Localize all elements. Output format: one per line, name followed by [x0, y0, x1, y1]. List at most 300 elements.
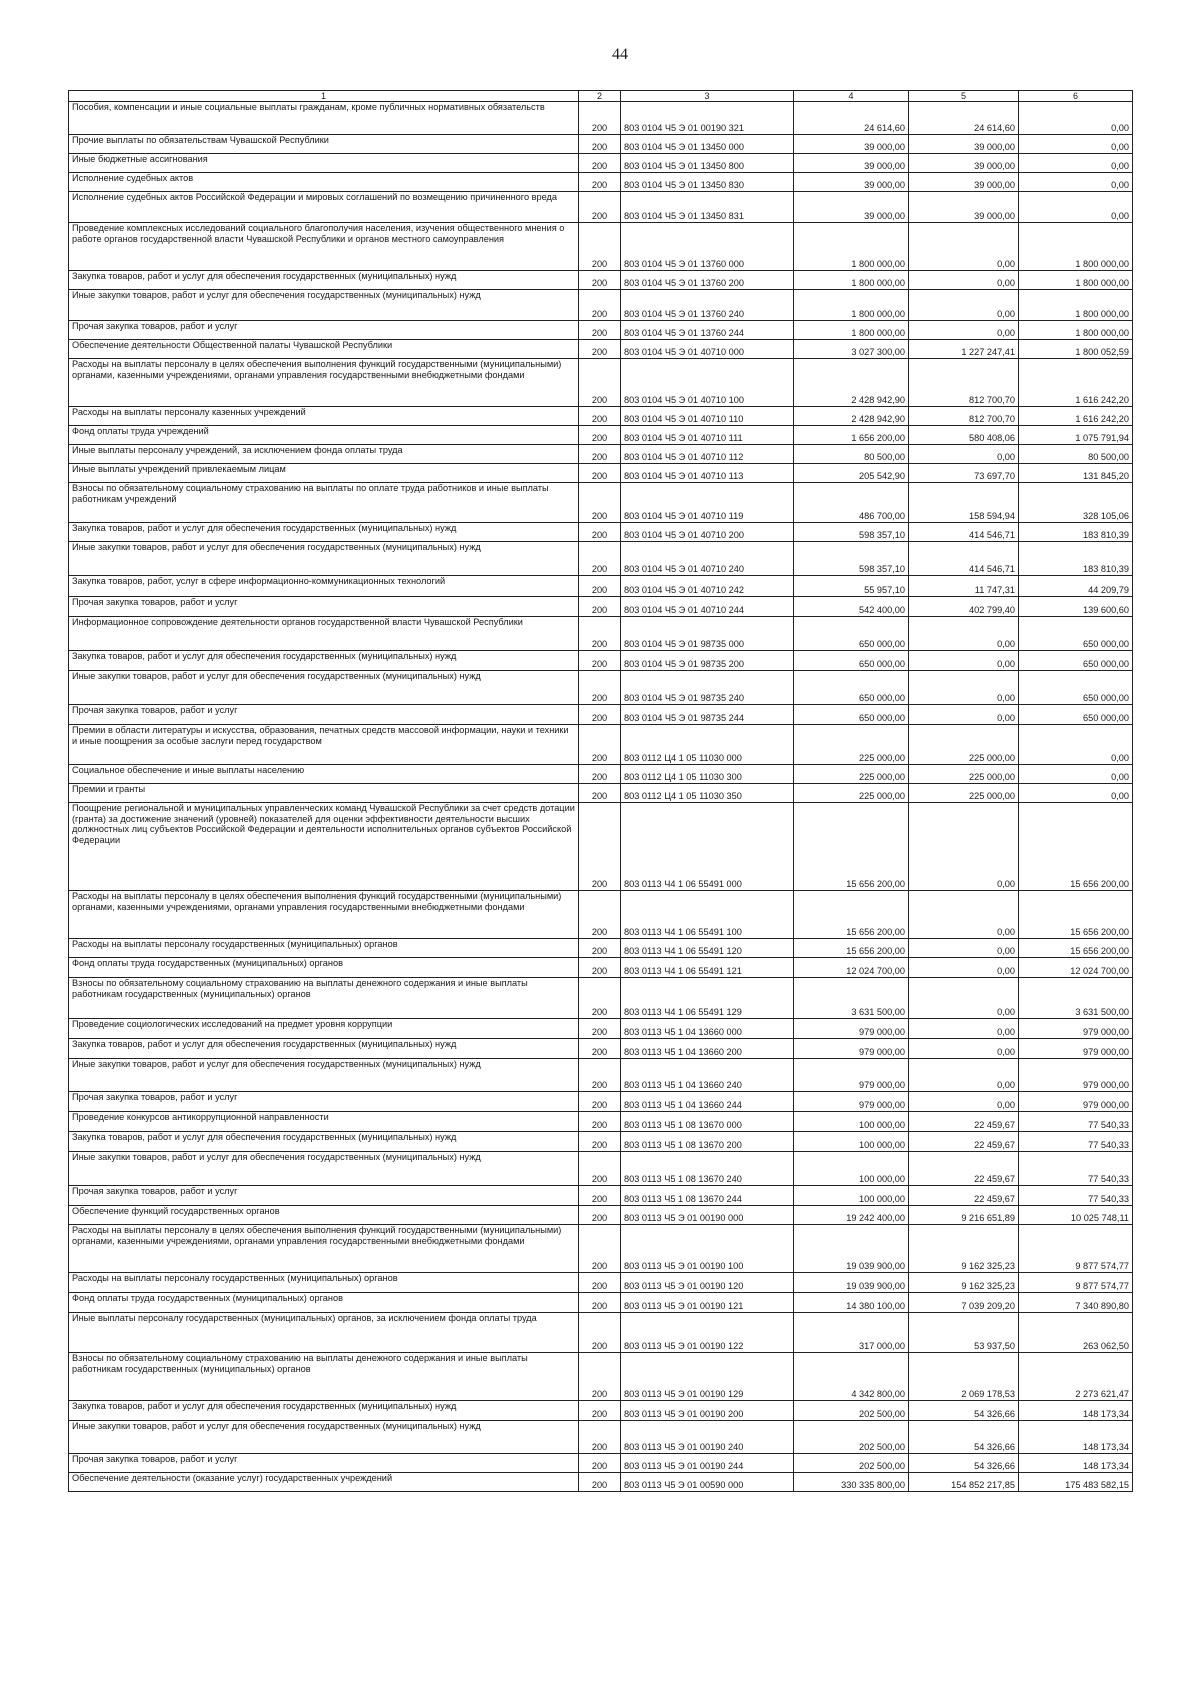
column-2-value: 200 [579, 784, 621, 803]
classification-code: 803 0113 Ч5 Э 01 00190 244 [621, 1454, 794, 1473]
classification-code: 803 0104 Ч5 Э 01 98735 200 [621, 651, 794, 671]
line-item-name: Закупка товаров, работ и услуг для обеспечения государственных (муниципальных) нужд [69, 1132, 579, 1152]
amount-col-4: 205 542,90 [794, 464, 909, 483]
column-2-value: 200 [579, 483, 621, 523]
column-2-value: 200 [579, 1132, 621, 1152]
column-2-value: 200 [579, 1112, 621, 1132]
table-row [69, 705, 1133, 725]
amount-col-5: 9 162 325,23 [909, 1273, 1019, 1293]
amount-col-4: 979 000,00 [794, 1059, 909, 1092]
column-2-value: 200 [579, 705, 621, 725]
amount-col-6: 979 000,00 [1019, 1092, 1133, 1112]
amount-col-5: 0,00 [909, 290, 1019, 321]
line-item-name: Премии и гранты [69, 784, 579, 803]
amount-col-4: 1 800 000,00 [794, 321, 909, 340]
amount-col-5: 812 700,70 [909, 407, 1019, 426]
amount-col-6: 1 800 000,00 [1019, 290, 1133, 321]
classification-code: 803 0104 Ч5 Э 01 13760 244 [621, 321, 794, 340]
amount-col-6: 148 173,34 [1019, 1454, 1133, 1473]
classification-code: 803 0104 Ч5 Э 01 40710 000 [621, 340, 794, 359]
amount-col-4: 1 800 000,00 [794, 290, 909, 321]
amount-col-6: 0,00 [1019, 135, 1133, 154]
column-2-value: 200 [579, 1454, 621, 1473]
amount-col-6: 77 540,33 [1019, 1152, 1133, 1186]
amount-col-5: 812 700,70 [909, 359, 1019, 407]
table-row [69, 651, 1133, 671]
column-number: 3 [621, 91, 794, 102]
table-row [69, 671, 1133, 705]
table-row [69, 1353, 1133, 1401]
column-number: 4 [794, 91, 909, 102]
amount-col-6: 131 845,20 [1019, 464, 1133, 483]
classification-code: 803 0104 Ч5 Э 01 98735 240 [621, 671, 794, 705]
amount-col-4: 979 000,00 [794, 1019, 909, 1039]
line-item-name: Иные закупки товаров, работ и услуг для обеспечения государственных (муниципальных) нужд [69, 1059, 579, 1092]
amount-col-6: 77 540,33 [1019, 1112, 1133, 1132]
amount-col-4: 650 000,00 [794, 651, 909, 671]
amount-col-5: 39 000,00 [909, 173, 1019, 192]
column-2-value: 200 [579, 321, 621, 340]
classification-code: 803 0113 Ч5 1 04 13660 200 [621, 1039, 794, 1059]
classification-code: 803 0113 Ч5 1 04 13660 000 [621, 1019, 794, 1039]
amount-col-6: 1 800 052,59 [1019, 340, 1133, 359]
line-item-name: Прочая закупка товаров, работ и услуг [69, 1186, 579, 1206]
line-item-name: Взносы по обязательному социальному страхованию на выплаты денежного содержания и иные выплаты работникам государственных (муниципальных) органов [69, 978, 579, 1019]
line-item-name: Пособия, компенсации и иные социальные выплаты гражданам, кроме публичных нормативных обязательств [69, 102, 579, 135]
amount-col-6: 650 000,00 [1019, 705, 1133, 725]
table-row [69, 426, 1133, 445]
line-item-name: Проведение комплексных исследований социального благополучия населения, изучения общественного мнения о работе органов государственной власти Чувашской Республики и органов местного самоуправления [69, 223, 579, 271]
line-item-name: Исполнение судебных актов [69, 173, 579, 192]
amount-col-6: 0,00 [1019, 173, 1133, 192]
amount-col-5: 158 594,94 [909, 483, 1019, 523]
amount-col-5: 225 000,00 [909, 784, 1019, 803]
line-item-name: Фонд оплаты труда государственных (муниципальных) органов [69, 958, 579, 978]
table-row [69, 483, 1133, 523]
amount-col-6: 77 540,33 [1019, 1132, 1133, 1152]
classification-code: 803 0113 Ч5 Э 01 00190 000 [621, 1206, 794, 1225]
amount-col-5: 0,00 [909, 705, 1019, 725]
classification-code: 803 0113 Ч4 1 06 55491 120 [621, 939, 794, 958]
classification-code: 803 0113 Ч5 Э 01 00590 000 [621, 1473, 794, 1492]
column-2-value: 200 [579, 1473, 621, 1492]
amount-col-5: 0,00 [909, 321, 1019, 340]
classification-code: 803 0104 Ч5 Э 01 13450 831 [621, 192, 794, 223]
amount-col-5: 0,00 [909, 271, 1019, 290]
classification-code: 803 0104 Ч5 Э 01 13450 000 [621, 135, 794, 154]
amount-col-6: 2 273 621,47 [1019, 1353, 1133, 1401]
table-row [69, 154, 1133, 173]
column-2-value: 200 [579, 407, 621, 426]
column-2-value: 200 [579, 1421, 621, 1454]
amount-col-5: 0,00 [909, 671, 1019, 705]
amount-col-6: 0,00 [1019, 192, 1133, 223]
amount-col-6: 0,00 [1019, 102, 1133, 135]
table-row [69, 542, 1133, 576]
amount-col-5: 22 459,67 [909, 1186, 1019, 1206]
classification-code: 803 0104 Ч5 Э 01 40710 113 [621, 464, 794, 483]
classification-code: 803 0113 Ч4 1 06 55491 000 [621, 803, 794, 891]
column-2-value: 200 [579, 1019, 621, 1039]
table-row [69, 958, 1133, 978]
table-row [69, 135, 1133, 154]
column-2-value: 200 [579, 1186, 621, 1206]
amount-col-6: 0,00 [1019, 154, 1133, 173]
amount-col-6: 263 062,50 [1019, 1313, 1133, 1353]
amount-col-5: 9 216 651,89 [909, 1206, 1019, 1225]
column-2-value: 200 [579, 359, 621, 407]
classification-code: 803 0104 Ч5 Э 01 13450 800 [621, 154, 794, 173]
column-2-value: 200 [579, 1059, 621, 1092]
line-item-name: Взносы по обязательному социальному страхованию на выплаты по оплате труда работников и иные выплаты работникам учреждений [69, 483, 579, 523]
classification-code: 803 0112 Ц4 1 05 11030 000 [621, 725, 794, 765]
amount-col-4: 650 000,00 [794, 705, 909, 725]
amount-col-5: 54 326,66 [909, 1401, 1019, 1421]
column-2-value: 200 [579, 1353, 621, 1401]
classification-code: 803 0113 Ч4 1 06 55491 121 [621, 958, 794, 978]
amount-col-4: 330 335 800,00 [794, 1473, 909, 1492]
classification-code: 803 0113 Ч5 Э 01 00190 121 [621, 1293, 794, 1313]
amount-col-6: 650 000,00 [1019, 651, 1133, 671]
amount-col-5: 9 162 325,23 [909, 1225, 1019, 1273]
classification-code: 803 0113 Ч5 Э 01 00190 240 [621, 1421, 794, 1454]
classification-code: 803 0113 Ч5 Э 01 00190 129 [621, 1353, 794, 1401]
table-body [69, 102, 1133, 1492]
table-row [69, 340, 1133, 359]
amount-col-5: 2 069 178,53 [909, 1353, 1019, 1401]
column-2-value: 200 [579, 1225, 621, 1273]
table-row [69, 784, 1133, 803]
line-item-name: Расходы на выплаты персоналу в целях обеспечения выполнения функций государственными (муниципальными) органами, казенными учреждениями, органами управления государственными внебюджетными фондами [69, 1225, 579, 1273]
amount-col-4: 24 614,60 [794, 102, 909, 135]
classification-code: 803 0104 Ч5 Э 01 13760 240 [621, 290, 794, 321]
column-2-value: 200 [579, 523, 621, 542]
column-2-value: 200 [579, 803, 621, 891]
column-2-value: 200 [579, 1092, 621, 1112]
column-number-row [69, 91, 1133, 102]
column-2-value: 200 [579, 192, 621, 223]
table-row [69, 978, 1133, 1019]
table-row [69, 1019, 1133, 1039]
table-row [69, 464, 1133, 483]
classification-code: 803 0113 Ч5 1 04 13660 244 [621, 1092, 794, 1112]
column-2-value: 200 [579, 671, 621, 705]
classification-code: 803 0113 Ч5 Э 01 00190 122 [621, 1313, 794, 1353]
line-item-name: Расходы на выплаты персоналу государственных (муниципальных) органов [69, 939, 579, 958]
amount-col-4: 100 000,00 [794, 1132, 909, 1152]
amount-col-6: 80 500,00 [1019, 445, 1133, 464]
classification-code: 803 0104 Ч5 Э 01 40710 242 [621, 576, 794, 597]
line-item-name: Прочая закупка товаров, работ и услуг [69, 321, 579, 340]
column-2-value: 200 [579, 464, 621, 483]
line-item-name: Расходы на выплаты персоналу казенных учреждений [69, 407, 579, 426]
amount-col-6: 9 877 574,77 [1019, 1273, 1133, 1293]
amount-col-5: 7 039 209,20 [909, 1293, 1019, 1313]
amount-col-4: 202 500,00 [794, 1401, 909, 1421]
line-item-name: Иные закупки товаров, работ и услуг для обеспечения государственных (муниципальных) нужд [69, 671, 579, 705]
amount-col-6: 148 173,34 [1019, 1401, 1133, 1421]
line-item-name: Закупка товаров, работ и услуг для обеспечения государственных (муниципальных) нужд [69, 1401, 579, 1421]
classification-code: 803 0104 Ч5 Э 01 40710 112 [621, 445, 794, 464]
amount-col-5: 39 000,00 [909, 154, 1019, 173]
column-2-value: 200 [579, 1206, 621, 1225]
amount-col-6: 979 000,00 [1019, 1059, 1133, 1092]
table-row [69, 1152, 1133, 1186]
amount-col-4: 979 000,00 [794, 1092, 909, 1112]
amount-col-6: 44 209,79 [1019, 576, 1133, 597]
column-2-value: 200 [579, 173, 621, 192]
amount-col-5: 0,00 [909, 1019, 1019, 1039]
amount-col-5: 22 459,67 [909, 1132, 1019, 1152]
line-item-name: Иные закупки товаров, работ и услуг для обеспечения государственных (муниципальных) нужд [69, 290, 579, 321]
amount-col-4: 100 000,00 [794, 1112, 909, 1132]
line-item-name: Закупка товаров, работ и услуг для обеспечения государственных (муниципальных) нужд [69, 271, 579, 290]
line-item-name: Закупка товаров, работ и услуг для обеспечения государственных (муниципальных) нужд [69, 1039, 579, 1059]
amount-col-5: 154 852 217,85 [909, 1473, 1019, 1492]
amount-col-6: 650 000,00 [1019, 671, 1133, 705]
table-row [69, 1112, 1133, 1132]
table-row [69, 1059, 1133, 1092]
column-2-value: 200 [579, 271, 621, 290]
table-row [69, 407, 1133, 426]
table-row [69, 271, 1133, 290]
amount-col-6: 328 105,06 [1019, 483, 1133, 523]
column-number: 6 [1019, 91, 1133, 102]
table-row [69, 939, 1133, 958]
classification-code: 803 0104 Ч5 Э 01 40710 110 [621, 407, 794, 426]
amount-col-4: 2 428 942,90 [794, 359, 909, 407]
line-item-name: Обеспечение деятельности Общественной палаты Чувашской Республики [69, 340, 579, 359]
amount-col-4: 542 400,00 [794, 597, 909, 617]
column-2-value: 200 [579, 939, 621, 958]
classification-code: 803 0104 Ч5 Э 01 98735 244 [621, 705, 794, 725]
amount-col-6: 979 000,00 [1019, 1019, 1133, 1039]
amount-col-5: 73 697,70 [909, 464, 1019, 483]
classification-code: 803 0104 Ч5 Э 01 00190 321 [621, 102, 794, 135]
column-2-value: 200 [579, 1313, 621, 1353]
line-item-name: Премии в области литературы и искусства, образования, печатных средств массовой информации, науки и техники и иные поощрения за особые заслуги перед государством [69, 725, 579, 765]
column-2-value: 200 [579, 135, 621, 154]
amount-col-5: 24 614,60 [909, 102, 1019, 135]
table-row [69, 803, 1133, 891]
amount-col-5: 0,00 [909, 445, 1019, 464]
table-row [69, 1421, 1133, 1454]
amount-col-6: 1 616 242,20 [1019, 359, 1133, 407]
classification-code: 803 0104 Ч5 Э 01 40710 111 [621, 426, 794, 445]
line-item-name: Взносы по обязательному социальному страхованию на выплаты денежного содержания и иные выплаты работникам государственных (муниципальных) органов [69, 1353, 579, 1401]
classification-code: 803 0104 Ч5 Э 01 40710 200 [621, 523, 794, 542]
amount-col-6: 1 075 791,94 [1019, 426, 1133, 445]
table-row [69, 576, 1133, 597]
amount-col-4: 202 500,00 [794, 1421, 909, 1454]
amount-col-5: 0,00 [909, 617, 1019, 651]
amount-col-4: 15 656 200,00 [794, 803, 909, 891]
table-row [69, 1273, 1133, 1293]
amount-col-4: 14 380 100,00 [794, 1293, 909, 1313]
amount-col-6: 7 340 890,80 [1019, 1293, 1133, 1313]
amount-col-5: 0,00 [909, 978, 1019, 1019]
column-2-value: 200 [579, 102, 621, 135]
column-2-value: 200 [579, 891, 621, 939]
classification-code: 803 0113 Ч5 1 08 13670 244 [621, 1186, 794, 1206]
amount-col-4: 3 027 300,00 [794, 340, 909, 359]
line-item-name: Обеспечение деятельности (оказание услуг) государственных учреждений [69, 1473, 579, 1492]
amount-col-5: 54 326,66 [909, 1454, 1019, 1473]
column-2-value: 200 [579, 765, 621, 784]
amount-col-5: 0,00 [909, 1059, 1019, 1092]
line-item-name: Социальное обеспечение и иные выплаты населению [69, 765, 579, 784]
line-item-name: Прочая закупка товаров, работ и услуг [69, 705, 579, 725]
column-2-value: 200 [579, 445, 621, 464]
line-item-name: Исполнение судебных актов Российской Федерации и мировых соглашений по возмещению причиненного вреда [69, 192, 579, 223]
line-item-name: Иные выплаты персоналу государственных (муниципальных) органов, за исключением фонда оплаты труда [69, 1313, 579, 1353]
amount-col-4: 2 428 942,90 [794, 407, 909, 426]
amount-col-4: 598 357,10 [794, 523, 909, 542]
line-item-name: Расходы на выплаты персоналу в целях обеспечения выполнения функций государственными (муниципальными) органами, казенными учреждениями, органами управления государственными внебюджетными фондами [69, 891, 579, 939]
line-item-name: Закупка товаров, работ, услуг в сфере информационно-коммуникационных технологий [69, 576, 579, 597]
line-item-name: Фонд оплаты труда государственных (муниципальных) органов [69, 1293, 579, 1313]
line-item-name: Прочие выплаты по обязательствам Чувашской Республики [69, 135, 579, 154]
amount-col-4: 1 800 000,00 [794, 223, 909, 271]
column-2-value: 200 [579, 725, 621, 765]
table-row [69, 192, 1133, 223]
amount-col-4: 39 000,00 [794, 173, 909, 192]
budget-table [68, 90, 1133, 1492]
classification-code: 803 0113 Ч5 1 04 13660 240 [621, 1059, 794, 1092]
amount-col-4: 1 800 000,00 [794, 271, 909, 290]
column-2-value: 200 [579, 1293, 621, 1313]
line-item-name: Иные закупки товаров, работ и услуг для обеспечения государственных (муниципальных) нужд [69, 1152, 579, 1186]
amount-col-6: 3 631 500,00 [1019, 978, 1133, 1019]
amount-col-4: 225 000,00 [794, 765, 909, 784]
classification-code: 803 0112 Ц4 1 05 11030 350 [621, 784, 794, 803]
table-row [69, 1313, 1133, 1353]
column-2-value: 200 [579, 1039, 621, 1059]
amount-col-4: 19 039 900,00 [794, 1225, 909, 1273]
amount-col-5: 54 326,66 [909, 1421, 1019, 1454]
classification-code: 803 0104 Ч5 Э 01 40710 244 [621, 597, 794, 617]
classification-code: 803 0104 Ч5 Э 01 13450 830 [621, 173, 794, 192]
line-item-name: Иные закупки товаров, работ и услуг для обеспечения государственных (муниципальных) нужд [69, 542, 579, 576]
amount-col-5: 0,00 [909, 223, 1019, 271]
amount-col-5: 0,00 [909, 803, 1019, 891]
amount-col-6: 0,00 [1019, 784, 1133, 803]
line-item-name: Иные бюджетные ассигнования [69, 154, 579, 173]
amount-col-5: 0,00 [909, 958, 1019, 978]
amount-col-4: 100 000,00 [794, 1152, 909, 1186]
column-2-value: 200 [579, 651, 621, 671]
amount-col-5: 225 000,00 [909, 725, 1019, 765]
amount-col-5: 22 459,67 [909, 1112, 1019, 1132]
table-row [69, 173, 1133, 192]
amount-col-4: 979 000,00 [794, 1039, 909, 1059]
amount-col-5: 11 747,31 [909, 576, 1019, 597]
table-row [69, 891, 1133, 939]
amount-col-6: 139 600,60 [1019, 597, 1133, 617]
table-row [69, 321, 1133, 340]
amount-col-5: 414 546,71 [909, 542, 1019, 576]
column-2-value: 200 [579, 958, 621, 978]
column-number: 2 [579, 91, 621, 102]
column-2-value: 200 [579, 597, 621, 617]
table-row [69, 1293, 1133, 1313]
amount-col-6: 1 800 000,00 [1019, 271, 1133, 290]
line-item-name: Поощрение региональной и муниципальных управленческих команд Чувашской Республики за счет средств дотации (гранта) за достижение значений (уровней) показателей для оценки эффективности деятельности высших должностных лиц субъектов Российской Федерации и деятельности исполнительных органов субъектов Российской Федерации [69, 803, 579, 891]
column-number: 1 [69, 91, 579, 102]
line-item-name: Закупка товаров, работ и услуг для обеспечения государственных (муниципальных) нужд [69, 523, 579, 542]
amount-col-4: 100 000,00 [794, 1186, 909, 1206]
amount-col-5: 0,00 [909, 651, 1019, 671]
table-row [69, 617, 1133, 651]
classification-code: 803 0112 Ц4 1 05 11030 300 [621, 765, 794, 784]
classification-code: 803 0113 Ч5 Э 01 00190 120 [621, 1273, 794, 1293]
classification-code: 803 0113 Ч5 Э 01 00190 200 [621, 1401, 794, 1421]
amount-col-5: 580 408,06 [909, 426, 1019, 445]
amount-col-6: 1 800 000,00 [1019, 321, 1133, 340]
column-2-value: 200 [579, 340, 621, 359]
amount-col-4: 650 000,00 [794, 671, 909, 705]
amount-col-4: 12 024 700,00 [794, 958, 909, 978]
line-item-name: Расходы на выплаты персоналу в целях обеспечения выполнения функций государственными (муниципальными) органами, казенными учреждениями, органами управления государственными внебюджетными фондами [69, 359, 579, 407]
amount-col-4: 3 631 500,00 [794, 978, 909, 1019]
amount-col-5: 0,00 [909, 891, 1019, 939]
classification-code: 803 0104 Ч5 Э 01 98735 000 [621, 617, 794, 651]
line-item-name: Обеспечение функций государственных органов [69, 1206, 579, 1225]
classification-code: 803 0113 Ч5 1 08 13670 200 [621, 1132, 794, 1152]
amount-col-4: 15 656 200,00 [794, 939, 909, 958]
amount-col-4: 4 342 800,00 [794, 1353, 909, 1401]
classification-code: 803 0113 Ч5 Э 01 00190 100 [621, 1225, 794, 1273]
table-row [69, 1092, 1133, 1112]
column-2-value: 200 [579, 1273, 621, 1293]
amount-col-4: 225 000,00 [794, 784, 909, 803]
table-row [69, 597, 1133, 617]
line-item-name: Расходы на выплаты персоналу государственных (муниципальных) органов [69, 1273, 579, 1293]
amount-col-6: 0,00 [1019, 765, 1133, 784]
table-row [69, 445, 1133, 464]
amount-col-5: 1 227 247,41 [909, 340, 1019, 359]
table-row [69, 223, 1133, 271]
amount-col-4: 80 500,00 [794, 445, 909, 464]
amount-col-5: 53 937,50 [909, 1313, 1019, 1353]
column-2-value: 200 [579, 154, 621, 173]
line-item-name: Иные закупки товаров, работ и услуг для обеспечения государственных (муниципальных) нужд [69, 1421, 579, 1454]
amount-col-4: 225 000,00 [794, 725, 909, 765]
classification-code: 803 0104 Ч5 Э 01 13760 200 [621, 271, 794, 290]
classification-code: 803 0104 Ч5 Э 01 40710 119 [621, 483, 794, 523]
column-2-value: 200 [579, 617, 621, 651]
table-row [69, 765, 1133, 784]
classification-code: 803 0113 Ч4 1 06 55491 129 [621, 978, 794, 1019]
line-item-name: Иные выплаты учреждений привлекаемым лицам [69, 464, 579, 483]
amount-col-4: 486 700,00 [794, 483, 909, 523]
column-2-value: 200 [579, 290, 621, 321]
line-item-name: Прочая закупка товаров, работ и услуг [69, 597, 579, 617]
column-number: 5 [909, 91, 1019, 102]
column-2-value: 200 [579, 426, 621, 445]
line-item-name: Проведение конкурсов антикоррупционной направленности [69, 1112, 579, 1132]
line-item-name: Иные выплаты персоналу учреждений, за исключением фонда оплаты труда [69, 445, 579, 464]
amount-col-6: 9 877 574,77 [1019, 1225, 1133, 1273]
amount-col-4: 55 957,10 [794, 576, 909, 597]
line-item-name: Прочая закупка товаров, работ и услуг [69, 1454, 579, 1473]
amount-col-4: 598 357,10 [794, 542, 909, 576]
line-item-name: Фонд оплаты труда учреждений [69, 426, 579, 445]
table-row [69, 523, 1133, 542]
amount-col-5: 39 000,00 [909, 192, 1019, 223]
amount-col-6: 12 024 700,00 [1019, 958, 1133, 978]
line-item-name: Информационное сопровождение деятельности органов государственной власти Чувашской Республики [69, 617, 579, 651]
